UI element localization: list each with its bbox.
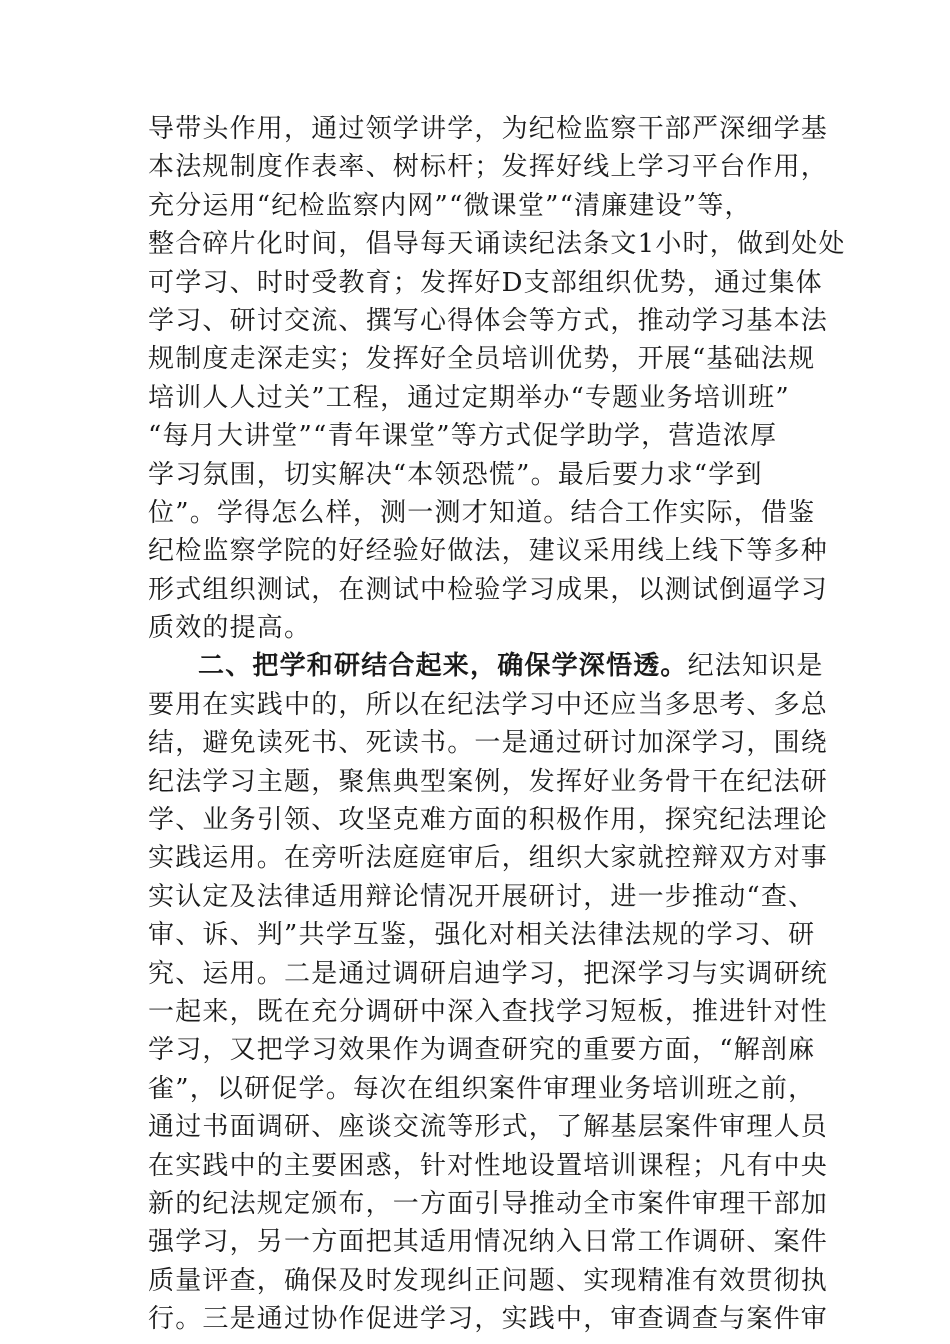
paragraph-2-line: 强学习，另一方面把其适用情况纳入日常工作调研、案件 <box>148 1227 829 1258</box>
paragraph-2-line: 在实践中的主要困惑，针对性地设置培训课程；凡有中央 <box>148 1150 829 1181</box>
paragraph-1-line: 本法规制度作表率、树标杆；发挥好线上学习平台作用， <box>148 152 829 183</box>
paragraph-2-line: 审、诉、判”共学互鉴，强化对相关法律法规的学习、研 <box>148 920 816 951</box>
paragraph-2-first-line <box>148 647 824 685</box>
paragraph-2-line: 行。三是通过协作促进学习，实践中，审查调查与案件审 <box>148 1304 829 1335</box>
paragraph-1-line: 可学习、时时受教育；发挥好D支部组织优势，通过集体 <box>148 267 823 298</box>
paragraph-2-line: 实认定及法律适用辩论情况开展研讨，进一步推动“查、 <box>148 881 816 912</box>
paragraph-2-line: 雀”，以研促学。每次在组织案件审理业务培训班之前， <box>148 1073 816 1104</box>
paragraph-1-line: 学习、研讨交流、撰写心得体会等方式，推动学习基本法 <box>148 305 829 336</box>
paragraph-1-line: 位”。学得怎么样，测一测才知道。结合工作实际，借鉴 <box>148 497 816 528</box>
paragraph-2-line: 要用在实践中的，所以在纪法学习中还应当多思考、多总 <box>148 689 829 720</box>
section-heading: 二、把学和研结合起来，确保学深悟透。 <box>198 651 688 682</box>
paragraph-1-line: 整合碎片化时间，倡导每天诵读纪法条文1小时，做到处处 <box>148 229 846 260</box>
paragraph-2-line: 究、运用。二是通过调研启迪学习，把深学习与实调研统 <box>148 958 829 989</box>
paragraph-2-line: 通过书面调研、座谈交流等形式，了解基层案件审理人员 <box>148 1112 829 1143</box>
paragraph-2-line: 新的纪法规定颁布，一方面引导推动全市案件审理干部加 <box>148 1188 829 1219</box>
paragraph-1-line: 规制度走深走实；发挥好全员培训优势，开展“基础法规 <box>148 344 816 375</box>
paragraph-1-line: 培训人人过关”工程，通过定期举办“专题业务培训班” <box>148 382 790 413</box>
paragraph-1-line: “每月大讲堂”“青年课堂”等方式促学助学，营造浓厚 <box>148 421 778 452</box>
paragraph-1-line: 导带头作用，通过领学讲学，为纪检监察干部严深细学基 <box>148 114 829 144</box>
paragraph-1-line: 质效的提高。 <box>148 613 312 644</box>
paragraph-2-line: 一起来，既在充分调研中深入查找学习短板，推进针对性 <box>148 996 829 1027</box>
paragraph-2-line: 结，避免读死书、死读书。一是通过研讨加深学习，围绕 <box>148 728 829 759</box>
paragraph-2-line: 实践运用。在旁听法庭庭审后，组织大家就控辩双方对事 <box>148 843 829 874</box>
paragraph-2-line: 纪法学习主题，聚焦典型案例，发挥好业务骨干在纪法研 <box>148 766 829 797</box>
paragraph-2-line: 质量评查，确保及时发现纠正问题、实现精准有效贯彻执 <box>148 1265 829 1296</box>
paragraph-2-line: 学、业务引领、攻坚克难方面的积极作用，探究纪法理论 <box>148 805 829 836</box>
document-body <box>148 110 846 1339</box>
paragraph-1-line: 纪检监察学院的好经验好做法，建议采用线上线下等多种 <box>148 536 829 567</box>
paragraph-2-first-line-text: 纪法知识是 <box>687 651 824 682</box>
paragraph-2-line: 学习，又把学习效果作为调查研究的重要方面，“解剖麻 <box>148 1035 816 1066</box>
paragraph-1-line: 学习氛围，切实解决“本领恐慌”。最后要力求“学到 <box>148 459 763 490</box>
paragraph-1-line: 充分运用“纪检监察内网”“微课堂”“清廉建设”等， <box>148 190 752 221</box>
paragraph-1-line: 形式组织测试，在测试中检验学习成果，以测试倒逼学习 <box>148 574 829 605</box>
